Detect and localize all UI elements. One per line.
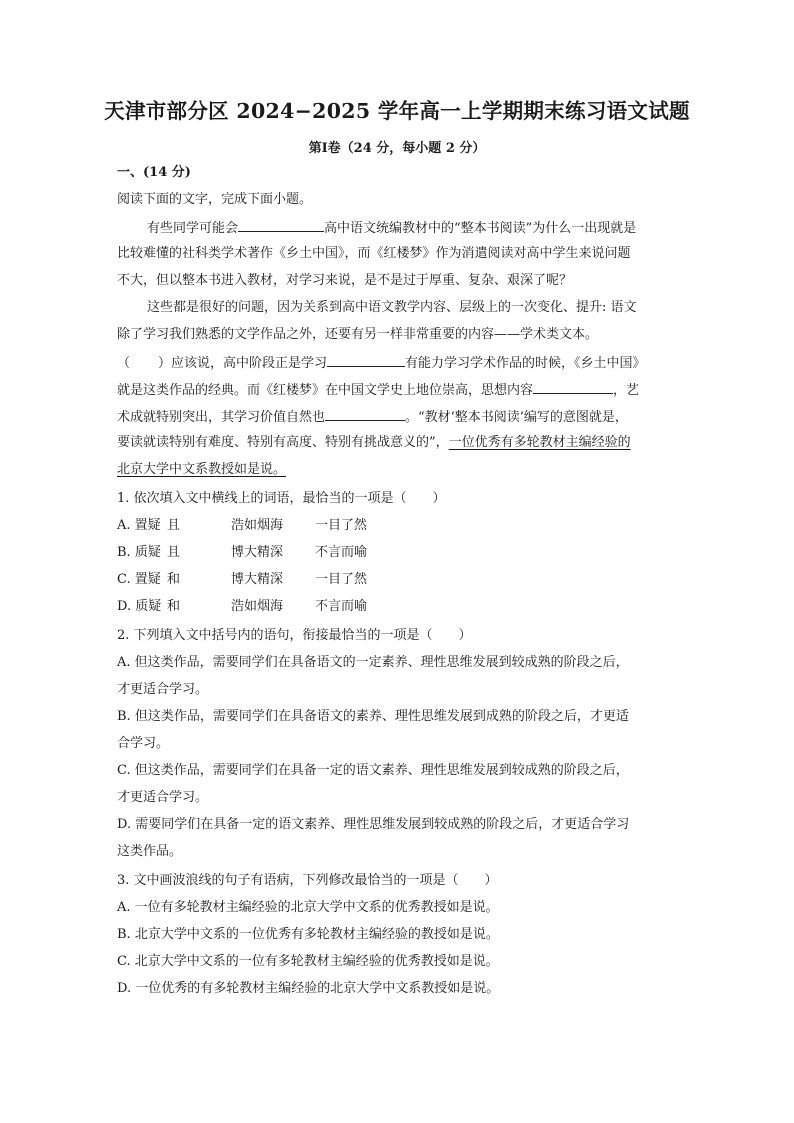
question-2-option-d-cont: 这类作品。 bbox=[117, 844, 183, 859]
question-2-option-a: A. 但这类作品，需要同学们在具备语文的一定素养、理性思维发展到较成熟的阶段之后， bbox=[117, 655, 629, 670]
passage-line: （ ）应该说，高中阶段正是学习 有能力学习学术作品的时候，《乡土中国》 bbox=[117, 353, 646, 373]
wavy-underlined-sentence: 一位优秀有多轮教材主编经验的 bbox=[448, 435, 631, 450]
question-2-option-c: C. 但这类作品，需要同学们在具备一定的语文素养、理性思维发展到较成熟的阶段之后， bbox=[117, 763, 629, 778]
answer-blank bbox=[238, 218, 324, 232]
question-2-option-a-cont: 才更适合学习。 bbox=[117, 682, 209, 697]
passage-line: 这些都是很好的问题，因为关系到高中语文教学内容、层级上的一次变化、提升: 语文 bbox=[147, 300, 637, 315]
question-3-option-b: B. 北京大学中文系的一位优秀有多轮教材主编经验的教授如是说。 bbox=[117, 927, 499, 942]
question-1-option-a: A. 置疑 且 浩如烟海 一目了然 bbox=[117, 518, 368, 533]
question-3-option-c: C. 北京大学中文系的一位有多轮教材主编经验的优秀教授如是说。 bbox=[117, 954, 499, 969]
passage-line: 不大，但以整本书进入教材，对学习来说，是不是过于厚重、复杂、艰深了呢？ bbox=[117, 273, 573, 288]
answer-blank bbox=[533, 380, 613, 394]
passage-line: 除了学习我们熟悉的文学作品之外，还要有另一样非常重要的内容——学术类文本。 bbox=[117, 327, 599, 342]
question-3-stem: 3. 文中画波浪线的句子有语病，下列修改最恰当的一项是（ ） bbox=[117, 873, 498, 888]
question-3-option-d: D. 一位优秀的有多轮教材主编经验的北京大学中文系教授如是说。 bbox=[117, 981, 500, 996]
passage-line: 术成就特别突出，其学习价值自然也 。“教材‘整本书阅读’编写的意图就是， bbox=[117, 407, 628, 427]
answer-blank bbox=[325, 407, 405, 421]
question-2-option-d: D. 需要同学们在具备一定的语文素养、理性思维发展到较成熟的阶段之后，才更适合学习 bbox=[117, 817, 630, 832]
section-heading: 一、(14 分) bbox=[117, 165, 191, 180]
question-1-option-c: C. 置疑 和 博大精深 一目了然 bbox=[117, 572, 368, 587]
passage-line: 比较难懂的社科类学术著作《乡土中国》，而《红楼梦》作为消遣阅读对高中学生来说问题 bbox=[117, 246, 631, 261]
question-1-option-b: B. 质疑 且 博大精深 不言而喻 bbox=[117, 545, 368, 560]
question-2-option-b: B. 但这类作品，需要同学们在具备语文的素养、理性思维发展到成熟的阶段之后，才更适 bbox=[117, 709, 629, 724]
passage-line: 有些同学可能会 高中语文统编教材中的“整本书阅读”为什么一出现就是 bbox=[147, 218, 636, 238]
question-2-stem: 2. 下列填入文中括号内的语句，衔接最恰当的一项是（ ） bbox=[117, 628, 472, 643]
page-title: 天津市部分区 2024−2025 学年高一上学期期末练习语文试题 bbox=[104, 99, 690, 123]
question-2-option-b-cont: 合学习。 bbox=[117, 736, 170, 751]
question-3-option-a: A. 一位有多轮教材主编经验的北京大学中文系的优秀教授如是说。 bbox=[117, 900, 499, 915]
answer-blank bbox=[327, 353, 405, 367]
section-subtitle: 第Ⅰ卷（24 分，每小题 2 分） bbox=[308, 141, 486, 156]
question-1-stem: 1. 依次填入文中横线上的词语，最恰当的一项是（ ） bbox=[117, 491, 446, 506]
question-2-option-c-cont: 才更适合学习。 bbox=[117, 790, 209, 805]
passage-line: 要读就读特别有难度、特别有高度、特别有挑战意义的”，一位优秀有多轮教材主编经验的 bbox=[117, 435, 631, 450]
reading-instruction: 阅读下面的文字，完成下面小题。 bbox=[117, 192, 313, 207]
passage-line: 就是这类作品的经典。而《红楼梦》在中国文学史上地位崇高，思想内容 ，艺 bbox=[117, 380, 639, 400]
question-1-option-d: D. 质疑 和 浩如烟海 不言而喻 bbox=[117, 599, 368, 614]
wavy-underlined-sentence: 北京大学中文系教授如是说。 bbox=[117, 462, 287, 477]
